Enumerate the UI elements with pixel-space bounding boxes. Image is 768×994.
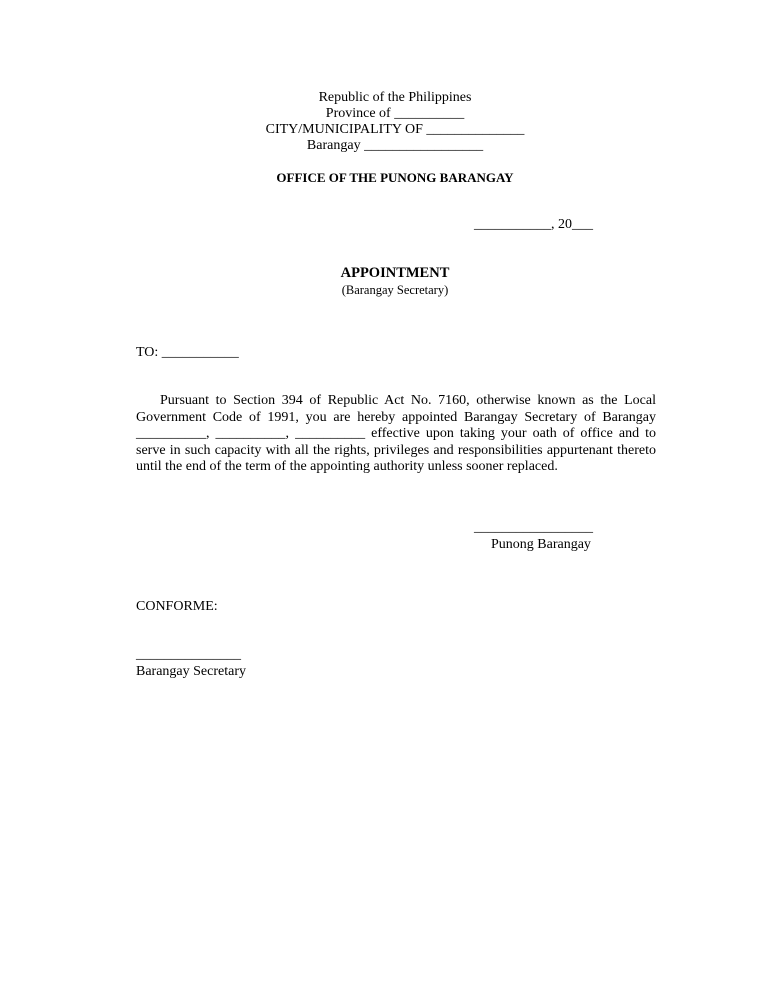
punong-barangay-signature-line: _________________ — [474, 520, 593, 535]
province-line: Province of __________ — [325, 106, 465, 121]
appointment-body: Pursuant to Section 394 of Republic Act No. 7160, otherwise known as the Local Government Code of 1991, you are hereby appointed Barangay Secretary of Barangay __________, __________, __________ effective upon taking your oath of office and to serve in such capacity with all the rights, privileges and responsibilities appurtenant thereto until the end of the term of the appointing authority unless sooner replaced. — [136, 393, 656, 474]
document-title: APPOINTMENT — [340, 265, 450, 281]
date-line: ___________, 20___ — [474, 217, 593, 232]
document-subtitle: (Barangay Secretary) — [341, 283, 449, 297]
barangay-secretary-label: Barangay Secretary — [136, 664, 246, 679]
conforme-heading: CONFORME: — [136, 599, 218, 614]
document-header — [0, 90, 768, 154]
addressee-line: TO: ___________ — [136, 345, 239, 360]
office-heading: OFFICE OF THE PUNONG BARANGAY — [276, 170, 514, 185]
barangay-line: Barangay _________________ — [306, 138, 484, 153]
city-municipality-line: CITY/MUNICIPALITY OF ______________ — [265, 122, 525, 137]
secretary-signature-line: _______________ — [136, 647, 241, 662]
republic-line: Republic of the Philippines — [318, 90, 472, 105]
punong-barangay-label: Punong Barangay — [491, 537, 591, 552]
